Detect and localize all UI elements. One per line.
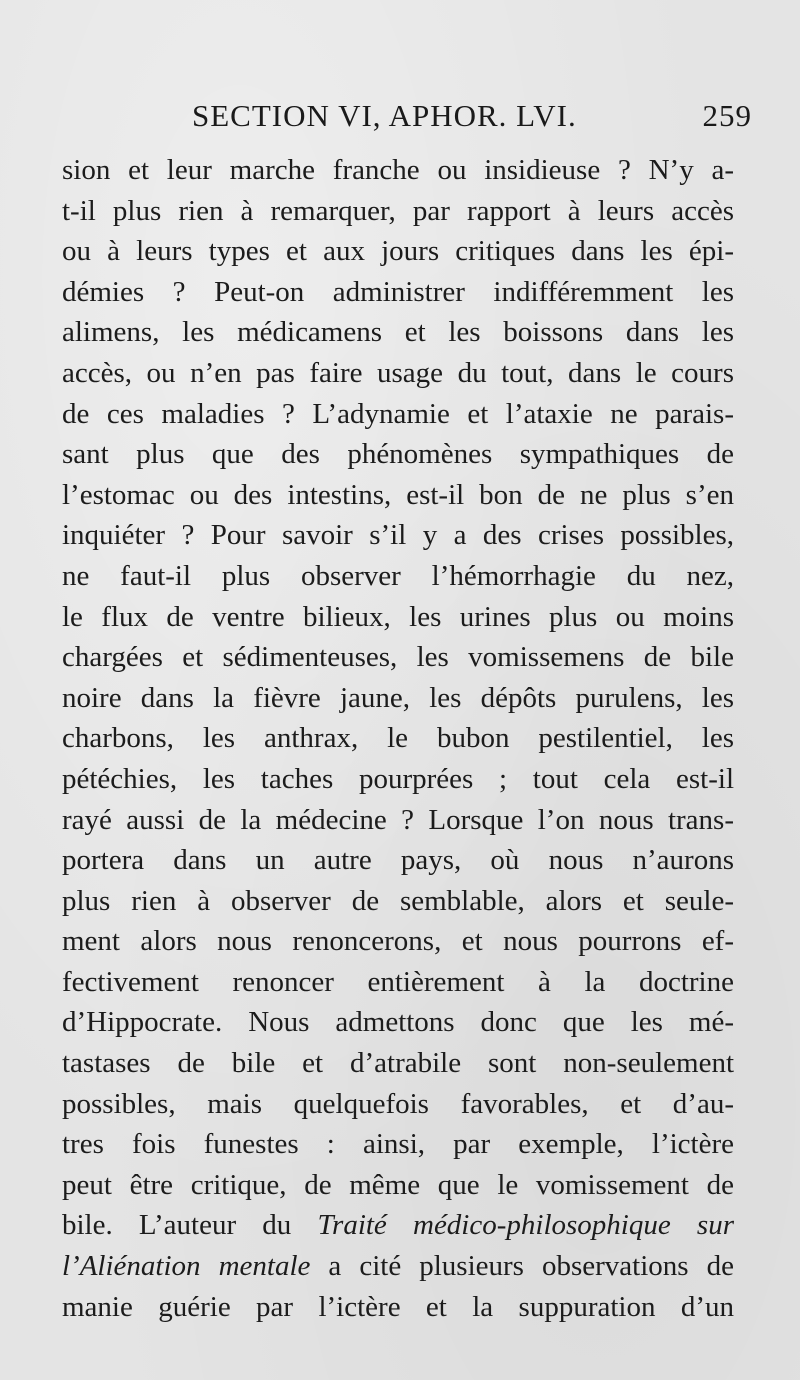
text-line: d’Hippocrate. Nous admettons donc que les mé- xyxy=(62,1006,734,1039)
text-line: ou à leurs types et aux jours critiques dans les épi- xyxy=(62,235,734,268)
text-line: ment alors nous renoncerons, et nous pourrons ef- xyxy=(62,925,734,958)
body-text xyxy=(62,150,734,1327)
text-line: t-il plus rien à remarquer, par rapport à leurs accès xyxy=(62,194,734,227)
text-line: tastases de bile et d’atrabile sont non-seulement xyxy=(62,1047,734,1080)
italic-book-title: l’Aliénation mentale xyxy=(62,1250,311,1283)
text-line-with-title xyxy=(62,1246,734,1287)
text-line: accès, ou n’en pas faire usage du tout, dans le cours xyxy=(62,356,734,389)
text-line: rayé aussi de la médecine ? Lorsque l’on nous trans- xyxy=(62,803,734,836)
line-text: bile. L’auteur du xyxy=(62,1209,318,1242)
text-line: démies ? Peut-on administrer indifféremment les xyxy=(62,275,734,308)
text-line: sant plus que des phénomènes sympathiques de xyxy=(62,438,734,471)
text-line: possibles, mais quelquefois favorables, et d’au- xyxy=(62,1087,734,1120)
text-line: charbons, les anthrax, le bubon pestilentiel, les xyxy=(62,722,734,755)
text-line: tres fois funestes : ainsi, par exemple, l’ictère xyxy=(62,1128,734,1161)
text-line: peut être critique, de même que le vomissement de xyxy=(62,1168,734,1201)
line-text: a cité plusieurs observations de xyxy=(310,1250,734,1283)
text-line: l’estomac ou des intestins, est-il bon de ne plus s’en xyxy=(62,478,734,511)
page-header xyxy=(192,98,752,138)
text-line: chargées et sédimenteuses, les vomissemens de bile xyxy=(62,641,734,674)
text-line: plus rien à observer de semblable, alors et seule- xyxy=(62,884,734,917)
italic-book-title: Traité médico-philosophique sur xyxy=(317,1209,734,1242)
text-line: pétéchies, les taches pourprées ; tout cela est-il xyxy=(62,762,734,795)
page-number: 259 xyxy=(702,98,752,133)
text-line: fectivement renoncer entièrement à la doctrine xyxy=(62,965,734,998)
text-line: le flux de ventre bilieux, les urines plus ou moins xyxy=(62,600,734,633)
text-line: portera dans un autre pays, où nous n’aurons xyxy=(62,844,734,877)
text-line-with-title xyxy=(62,1205,734,1246)
text-line: manie guérie par l’ictère et la suppuration d’un xyxy=(62,1290,734,1323)
text-line: noire dans la fièvre jaune, les dépôts purulens, les xyxy=(62,681,734,714)
text-line: inquiéter ? Pour savoir s’il y a des crises possibles, xyxy=(62,519,734,552)
text-line: de ces maladies ? L’adynamie et l’ataxie ne parais- xyxy=(62,397,734,430)
text-line: alimens, les médicamens et les boissons dans les xyxy=(62,316,734,349)
text-line: ne faut-il plus observer l’hémorrhagie du nez, xyxy=(62,559,734,592)
text-line: sion et leur marche franche ou insidieuse ? N’y a- xyxy=(62,154,734,186)
running-title: SECTION VI, APHOR. LVI. xyxy=(192,98,577,133)
